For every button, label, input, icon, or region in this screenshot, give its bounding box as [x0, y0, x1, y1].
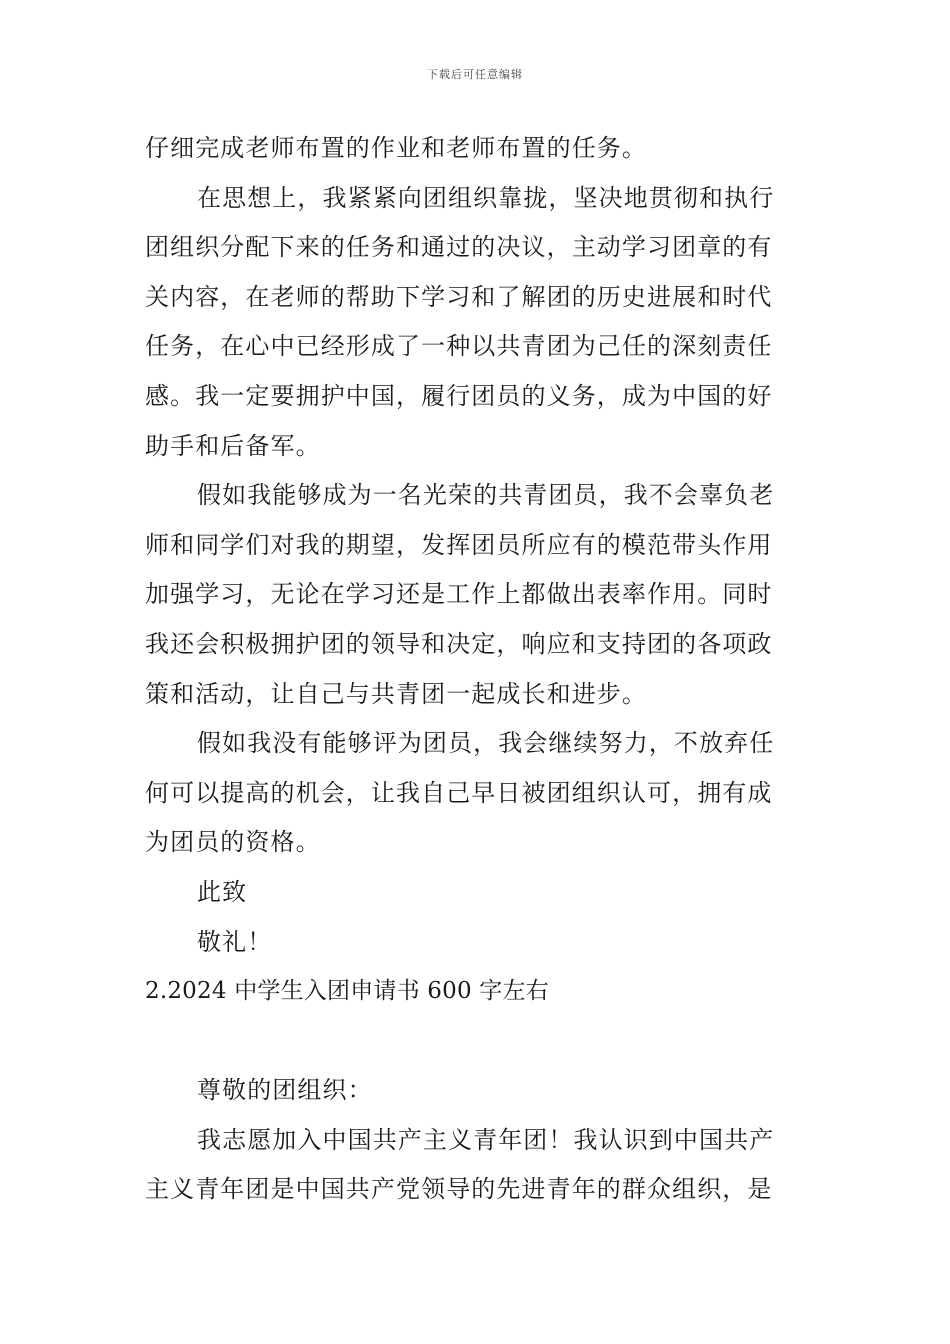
paragraph-line: 助手和后备军。 [145, 431, 321, 460]
letter-greeting: 尊敬的团组织： [197, 1076, 373, 1105]
paragraph-line: 感。我一定要拥护中国，履行团员的义务，成为中国的好 [145, 381, 773, 410]
paragraph-line: 仔细完成老师布置的作业和老师布置的任务。 [145, 134, 647, 162]
paragraph-line: 我还会积极拥护团的领导和决定，响应和支持团的各项政 [145, 629, 773, 658]
paragraph-line: 加强学习，无论在学习还是工作上都做出表率作用。同时 [145, 580, 773, 609]
section-heading: 2.2024 中学生入团申请书 600 字左右 [145, 978, 549, 1005]
closing-regards: 敬礼！ [197, 927, 273, 956]
closing-salutation: 此致 [197, 877, 248, 906]
paragraph-line: 团组织分配下来的任务和通过的决议，主动学习团章的有 [145, 233, 773, 262]
paragraph-line: 策和活动，让自己与共青团一起成长和进步。 [145, 679, 647, 708]
paragraph-line: 在思想上，我紧紧向团组织靠拢，坚决地贯彻和执行 [197, 183, 775, 212]
paragraph-line: 何可以提高的机会，让我自己早日被团组织认可，拥有成 [145, 778, 773, 807]
paragraph-line: 假如我能够成为一名光荣的共青团员，我不会辜负老 [197, 481, 775, 510]
document-body [145, 124, 807, 1215]
paragraph-line: 主义青年团是中国共产党领导的先进青年的群众组织，是 [145, 1175, 773, 1204]
paragraph-line: 为团员的资格。 [145, 828, 321, 857]
paragraph-line: 我志愿加入中国共产主义青年团！我认识到中国共产 [197, 1125, 775, 1154]
paragraph-line: 师和同学们对我的期望，发挥团员所应有的模范带头作用 [145, 530, 773, 559]
paragraph-line: 关内容，在老师的帮助下学习和了解团的历史进展和时代 [145, 282, 773, 311]
paragraph-line: 任务，在心中已经形成了一种以共青团为己任的深刻责任 [145, 332, 773, 361]
blank-line [145, 1017, 807, 1067]
paragraph-line: 假如我没有能够评为团员，我会继续努力，不放弃任 [197, 729, 775, 758]
page-header-note: 下载后可任意编辑 [427, 68, 523, 81]
